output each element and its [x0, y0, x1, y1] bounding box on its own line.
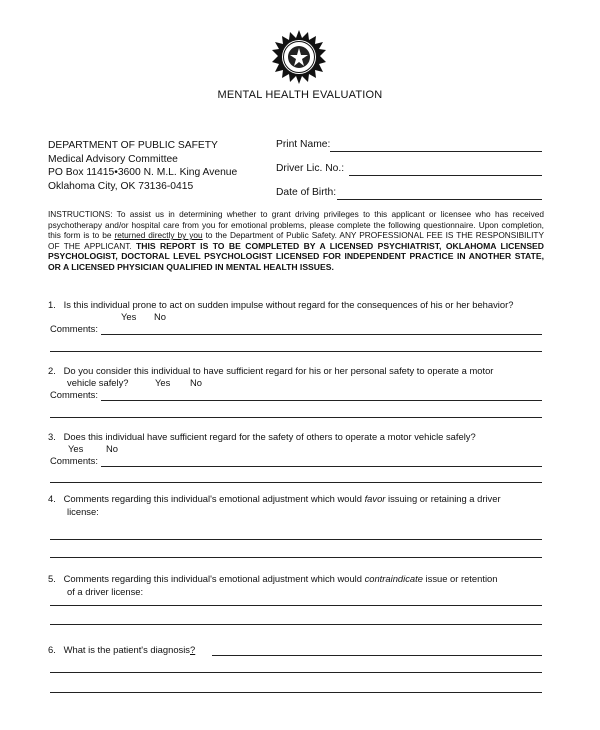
q3-comments-label: Comments:: [50, 455, 98, 466]
question-2-number: 2.: [48, 365, 56, 376]
question-4-number: 4.: [48, 493, 56, 504]
driver-lic-field[interactable]: [349, 175, 542, 176]
question-2: [48, 365, 544, 377]
question-4-text-cont: license:: [67, 506, 99, 517]
question-5-number: 5.: [48, 573, 56, 584]
q5-comments-line[interactable]: [50, 605, 542, 606]
instructions: [48, 209, 544, 273]
question-3-text: Does this individual have sufficient regard for the safety of others to operate a motor vehicle safely?: [63, 431, 476, 442]
q3-comments-line[interactable]: [50, 482, 542, 483]
instructions-underlined: returned directly by you: [114, 230, 203, 241]
q1-comments-label: Comments:: [50, 323, 98, 334]
q2-comments-label: Comments:: [50, 389, 98, 400]
question-1-number: 1.: [48, 299, 56, 310]
department-name: DEPARTMENT OF PUBLIC SAFETY: [48, 140, 218, 151]
question-4-text: Comments regarding this individual's emotional adjustment which would: [63, 493, 365, 504]
question-5-text-end: issue or retention: [422, 573, 498, 584]
q1-comments-line[interactable]: [50, 351, 542, 352]
driver-lic-label: Driver Lic. No.:: [276, 163, 345, 174]
q3-no-option[interactable]: No: [106, 443, 118, 454]
instructions-text: INSTRUCTIONS: To assist us in determining whether to grant driving privileges to this applicant or licensee who has received psychotherapy and/or hospital care from you for emotional problems, please complete the following questionnaire. Upon completion, this form is to be: [48, 209, 544, 241]
diagnosis-field[interactable]: [212, 655, 542, 656]
question-6-mark: ?: [190, 644, 196, 655]
question-2-text: Do you consider this individual to have sufficient regard for his or her personal safety to operate a motor: [63, 365, 494, 376]
q2-comments-line[interactable]: [101, 400, 542, 401]
question-1: [48, 299, 513, 311]
diagnosis-line[interactable]: [50, 692, 542, 693]
q2-comments-line[interactable]: [50, 417, 542, 418]
dob-field[interactable]: [337, 199, 542, 200]
committee-name: Medical Advisory Committee: [48, 153, 178, 165]
q4-comments-line[interactable]: [50, 557, 542, 558]
city-line: Oklahoma City, OK 73136-0415: [48, 180, 194, 192]
question-3: [48, 431, 476, 443]
form-title: MENTAL HEALTH EVALUATION: [217, 89, 383, 101]
print-name-field[interactable]: [330, 151, 542, 152]
print-name-label: Print Name:: [276, 139, 331, 150]
q2-no-option[interactable]: No: [190, 377, 202, 388]
q1-no-option[interactable]: No: [154, 311, 166, 322]
question-6-number: 6.: [48, 644, 56, 655]
question-6: [48, 644, 195, 656]
q3-comments-line[interactable]: [101, 466, 542, 467]
question-6-text: What is the patient's diagnosis: [63, 644, 190, 655]
dob-label: Date of Birth:: [276, 187, 337, 198]
address-line: PO Box 11415•3600 N. M.L. King Avenue: [48, 167, 238, 178]
question-4-text-end: issuing or retaining a driver: [385, 493, 501, 504]
question-4-emphasis: favor: [364, 493, 386, 504]
question-5-emphasis: contraindicate: [364, 573, 423, 584]
diagnosis-line[interactable]: [50, 672, 542, 673]
department-address: [48, 139, 237, 193]
instructions-bold: THIS REPORT IS TO BE COMPLETED BY A LICENSED PSYCHIATRIST, OKLAHOMA LICENSED PSYCHOLOGIST, DOCTORAL LEVEL PSYCHOLOGIST LICENSED FOR INDEPENDENT PRACTICE IN ANOTHER STATE, OR A LICENSED PHYSICIAN QUALIFIED IN MENTAL HEALTH ISSUES.: [48, 240, 544, 272]
q3-yes-option[interactable]: Yes: [68, 443, 84, 454]
question-4: [48, 493, 501, 505]
question-1-text: Is this individual prone to act on sudden impulse without regard for the consequences of his or her behavior?: [63, 299, 514, 310]
question-5-text: Comments regarding this individual's emotional adjustment which would: [63, 573, 365, 584]
question-3-number: 3.: [48, 431, 56, 442]
question-5: [48, 573, 497, 585]
q2-yes-option[interactable]: Yes: [155, 377, 171, 388]
q1-yes-option[interactable]: Yes: [121, 311, 137, 322]
instructions-text-2: to the Department of Public Safety. ANY PROFESSIONAL FEE IS THE RESPONSIBILITY OF THE APPLICANT.: [48, 230, 544, 251]
q1-comments-line[interactable]: [101, 334, 542, 335]
state-seal-icon: [271, 29, 327, 85]
question-2-text-cont: vehicle safely?: [67, 377, 129, 388]
question-5-text-cont: of a driver license:: [67, 586, 144, 597]
q4-comments-line[interactable]: [50, 539, 542, 540]
q5-comments-line[interactable]: [50, 624, 542, 625]
